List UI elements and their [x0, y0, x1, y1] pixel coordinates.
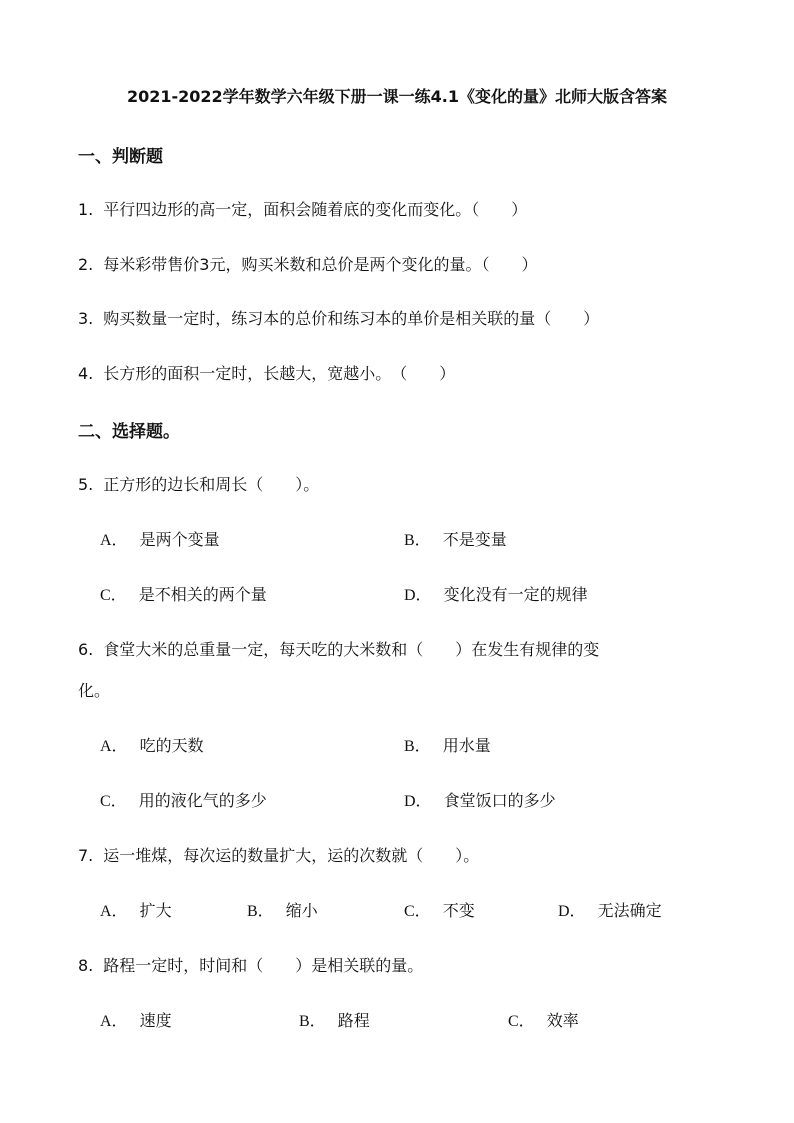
option-text: 扩大: [139, 901, 172, 920]
document-title: 2021-2022学年数学六年级下册一课一练4.1《变化的量》北师大版含答案: [126, 87, 668, 106]
question-text: 每米彩带售价3元，购买米数和总价是两个变化的量。（ ）: [103, 255, 538, 274]
option-d: [558, 898, 662, 921]
option-letter: D．: [558, 903, 586, 920]
option-letter: B．: [299, 1013, 326, 1030]
question-number: 2.: [78, 255, 94, 274]
option-letter: D．: [404, 587, 432, 604]
option-letter: B．: [404, 532, 431, 549]
question-number: 3.: [78, 309, 94, 328]
option-text: 无法确定: [597, 901, 662, 920]
option-text: 吃的天数: [139, 736, 204, 755]
question-6-continuation: 化。: [78, 681, 111, 700]
section-heading-judge: 一、判断题: [78, 147, 163, 167]
option-b: [247, 898, 318, 921]
question-number: 8.: [78, 956, 94, 975]
question-7: [78, 843, 479, 866]
option-letter: D．: [404, 793, 432, 810]
question-4: [78, 361, 455, 384]
question-number: 5.: [78, 475, 94, 494]
question-8: [78, 953, 423, 976]
question-6: [78, 637, 599, 660]
option-letter: C．: [404, 903, 431, 920]
option-text: 用的液化气的多少: [138, 791, 267, 810]
option-b: [404, 733, 491, 756]
question-text: 正方形的边长和周长（ ）。: [103, 475, 320, 494]
question-1: [78, 197, 527, 220]
option-text: 路程: [337, 1011, 370, 1030]
option-text: 食堂饭口的多少: [443, 791, 556, 810]
question-text: 路程一定时，时间和（ ）是相关联的量。: [103, 956, 424, 975]
option-letter: B．: [404, 738, 431, 755]
option-c: [404, 898, 475, 921]
option-text: 是两个变量: [139, 530, 220, 549]
option-b: [299, 1008, 370, 1031]
option-a: [100, 527, 220, 550]
question-3: [78, 306, 599, 329]
option-d: [404, 788, 556, 811]
option-text: 不是变量: [442, 530, 507, 549]
option-letter: C．: [508, 1013, 535, 1030]
question-text: 长方形的面积一定时，长越大，宽越小。 （ ）: [103, 364, 456, 383]
option-text: 不变: [442, 901, 475, 920]
option-b: [404, 527, 507, 550]
option-text: 缩小: [285, 901, 318, 920]
question-text: 购买数量一定时，练习本的总价和练习本的单价是相关联的量（ ）: [103, 309, 600, 328]
option-a: [100, 898, 172, 921]
option-text: 用水量: [442, 736, 491, 755]
section-heading-choice: 二、选择题。: [78, 422, 180, 442]
option-text: 是不相关的两个量: [138, 585, 267, 604]
question-2: [78, 252, 537, 275]
option-letter: A．: [100, 738, 128, 755]
question-5: [78, 472, 319, 495]
question-text: 运一堆煤，每次运的数量扩大，运的次数就（ ）。: [103, 846, 480, 865]
option-a: [100, 733, 204, 756]
option-letter: B．: [247, 903, 274, 920]
option-letter: A．: [100, 903, 128, 920]
question-number: 1.: [78, 200, 94, 219]
option-text: 变化没有一定的规律: [443, 585, 588, 604]
question-text: 平行四边形的高一定，面积会随着底的变化而变化。（ ）: [103, 200, 528, 219]
question-text: 食堂大米的总重量一定，每天吃的大米数和（ ）在发生有规律的变: [103, 640, 600, 659]
question-number: 6.: [78, 640, 94, 659]
question-number: 7.: [78, 846, 94, 865]
option-c: [100, 582, 267, 605]
option-c: [508, 1008, 579, 1031]
option-d: [404, 582, 588, 605]
question-number: 4.: [78, 364, 94, 383]
option-letter: A．: [100, 532, 128, 549]
option-letter: C．: [100, 587, 127, 604]
option-c: [100, 788, 267, 811]
option-a: [100, 1008, 172, 1031]
option-text: 速度: [139, 1011, 172, 1030]
option-letter: C．: [100, 793, 127, 810]
option-text: 效率: [546, 1011, 579, 1030]
option-letter: A．: [100, 1013, 128, 1030]
